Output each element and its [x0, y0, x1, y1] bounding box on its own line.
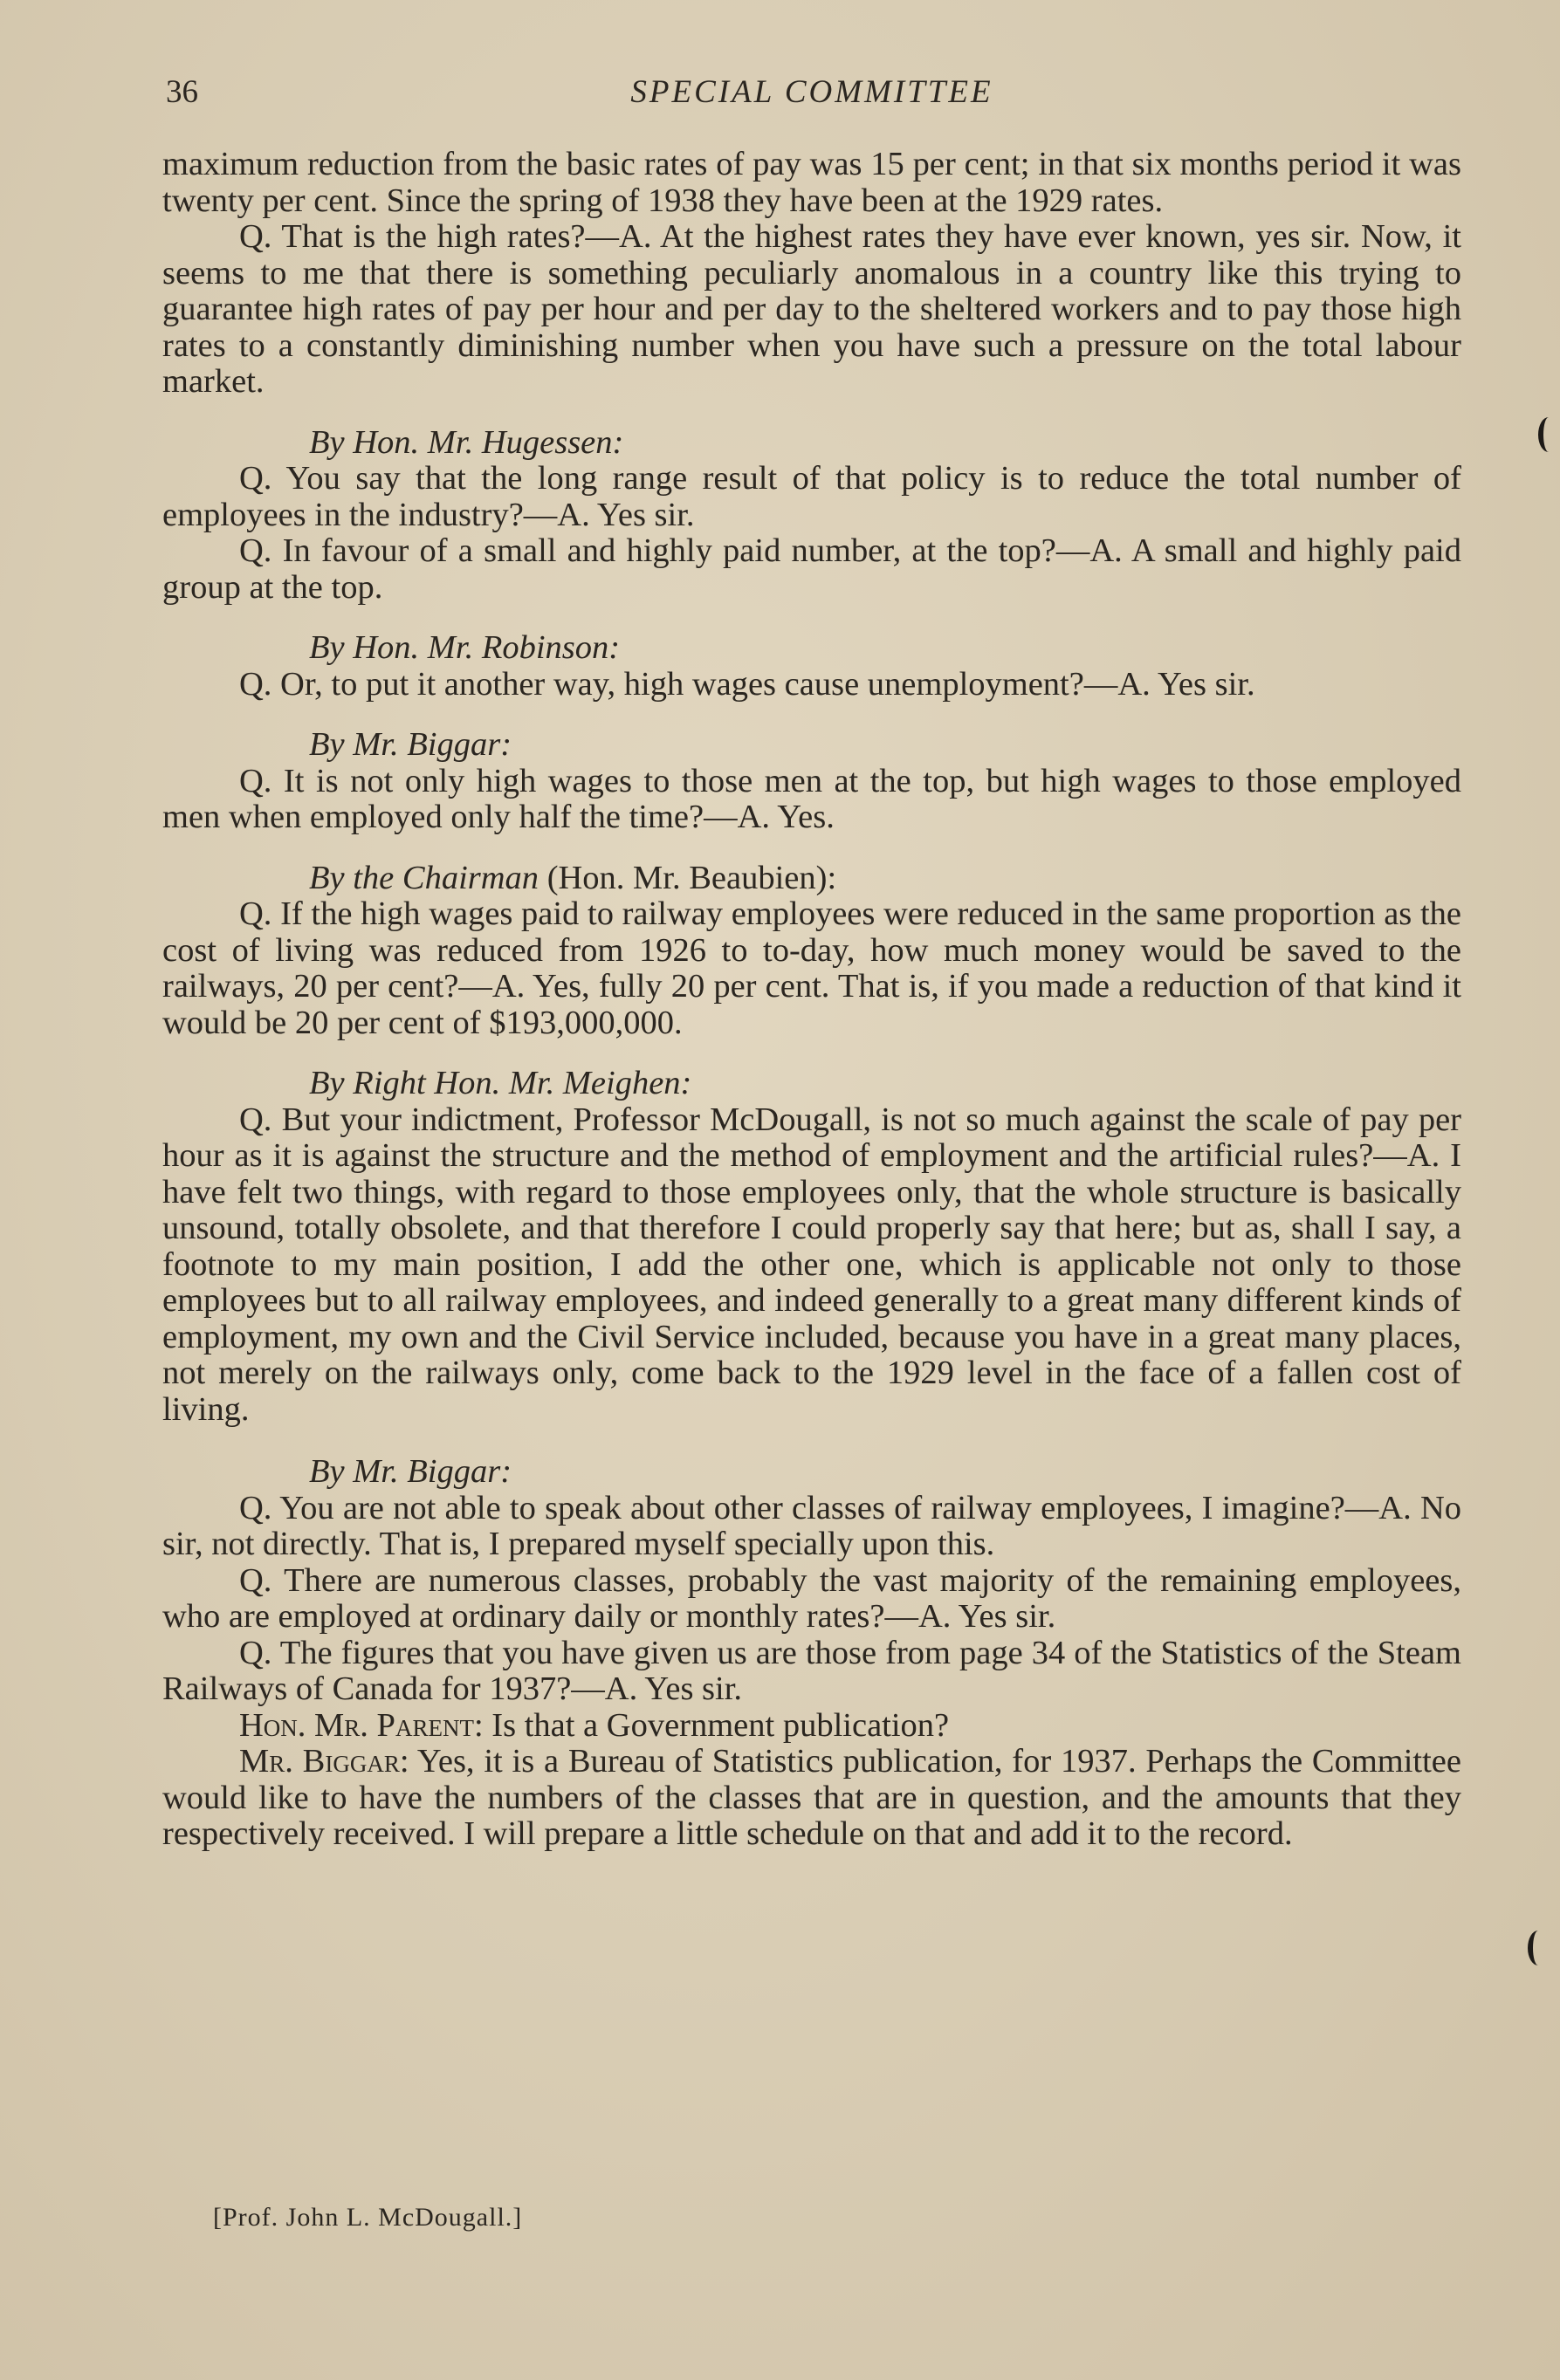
paragraph: Q. That is the high rates?—A. At the highest rates they have ever known, yes sir. Now, it seems to me that there is something peculiarly anomalous in a country like this trying to guarantee high rates of pay per hour and per day to the sheltered workers and to pay those high rates to a constantly diminishing number when you have such a pressure on the total labour market.: [162, 218, 1461, 400]
running-title: SPECIAL COMMITTEE: [630, 74, 993, 110]
margin-mark: [1538, 417, 1559, 452]
paragraph: Q. There are numerous classes, probably the vast majority of the remaining employees, who are employed at ordinary daily or monthly rates?—A. Yes sir.: [162, 1561, 1461, 1635]
paragraph: [162, 1744, 1461, 1853]
page-number: 36: [166, 74, 198, 110]
body-text: [162, 147, 1461, 1853]
paragraph: Q. Or, to put it another way, high wages cause unemployment?—A. Yes sir.: [239, 665, 1255, 703]
speaker-name: Mr. Biggar: [239, 1743, 400, 1780]
paragraph: Q. But your indictment, Professor McDougall, is not so much against the scale of pay per hour as it is against the structure and the method of employment and the artificial rules?—A. I have felt two things, with regard to those employees only, that the whole structure is basically unsound, totally obsolete, and that therefore I could properly say that here; but as, shall I say, a footnote to my main position, I add the other one, which is applicable not only to those employees but to all railway employees, and indeed generally to a great many different kinds of employment, my own and the Civil Service included, because you have in a great many places, not merely on the railways only, come back to the 1929 level in the face of a fallen cost of living.: [162, 1101, 1461, 1428]
speaker-heading: By Hon. Mr. Hugessen:: [309, 423, 624, 461]
speaker-heading: [162, 861, 1461, 897]
paragraph: Q. It is not only high wages to those men at the top, but high wages to those employed men when employed only half the time?—A. Yes.: [162, 762, 1461, 835]
paragraph: Q. The figures that you have given us are those from page 34 of the Statistics of the Steam Railways of Canada for 1937?—A. Yes sir.: [162, 1634, 1461, 1707]
speaker-heading: By Mr. Biggar:: [309, 726, 512, 763]
paragraph: [162, 1708, 1461, 1745]
paragraph: Q. If the high wages paid to railway employees were reduced in the same proportion as the cost of living was reduced from 1926 to to-day, how much money would be saved to the railways, 20 per cent?—A. Yes, fully 20 per cent. That is, if you made a reduction of that kind it would be 20 per cent of $193,000,000.: [162, 895, 1461, 1041]
speaker-name: By the Chairman: [309, 859, 539, 896]
margin-mark: [1528, 1931, 1549, 1965]
speaker-heading: By Hon. Mr. Robinson:: [309, 629, 621, 666]
speaker-heading: By Mr. Biggar:: [309, 1453, 512, 1490]
running-head: [166, 73, 1458, 117]
speaker-note: (Hon. Mr. Beaubien):: [539, 859, 837, 896]
paragraph: Q. You are not able to speak about other classes of railway employees, I imagine?—A. No sir, not directly. That is, I prepared myself specially upon this.: [162, 1489, 1461, 1562]
paragraph: Q. You say that the long range result of that policy is to reduce the total number of employees in the industry?—A. Yes sir.: [162, 460, 1461, 533]
speaker-name: Hon. Mr. Parent: [239, 1706, 474, 1744]
paragraph: maximum reduction from the basic rates of pay was 15 per cent; in that six months period it was twenty per cent. Since the spring of 1938 they have been at the 1929 rates.: [162, 146, 1461, 219]
witness-footer: [Prof. John L. McDougall.]: [213, 2203, 523, 2232]
paragraph: Q. In favour of a small and highly paid number, at the top?—A. A small and highly paid group at the top.: [162, 532, 1461, 606]
speech-text: : Is that a Government publication?: [473, 1706, 950, 1744]
speech-text: : Yes, it is a Bureau of Statistics publication, for 1937. Perhaps the Committee would like to have the numbers of the classes that are in question, and the amounts that they respectively received. I will prepare a little schedule on that and add it to the record.: [162, 1743, 1461, 1852]
speaker-heading: By Right Hon. Mr. Meighen:: [309, 1065, 692, 1101]
